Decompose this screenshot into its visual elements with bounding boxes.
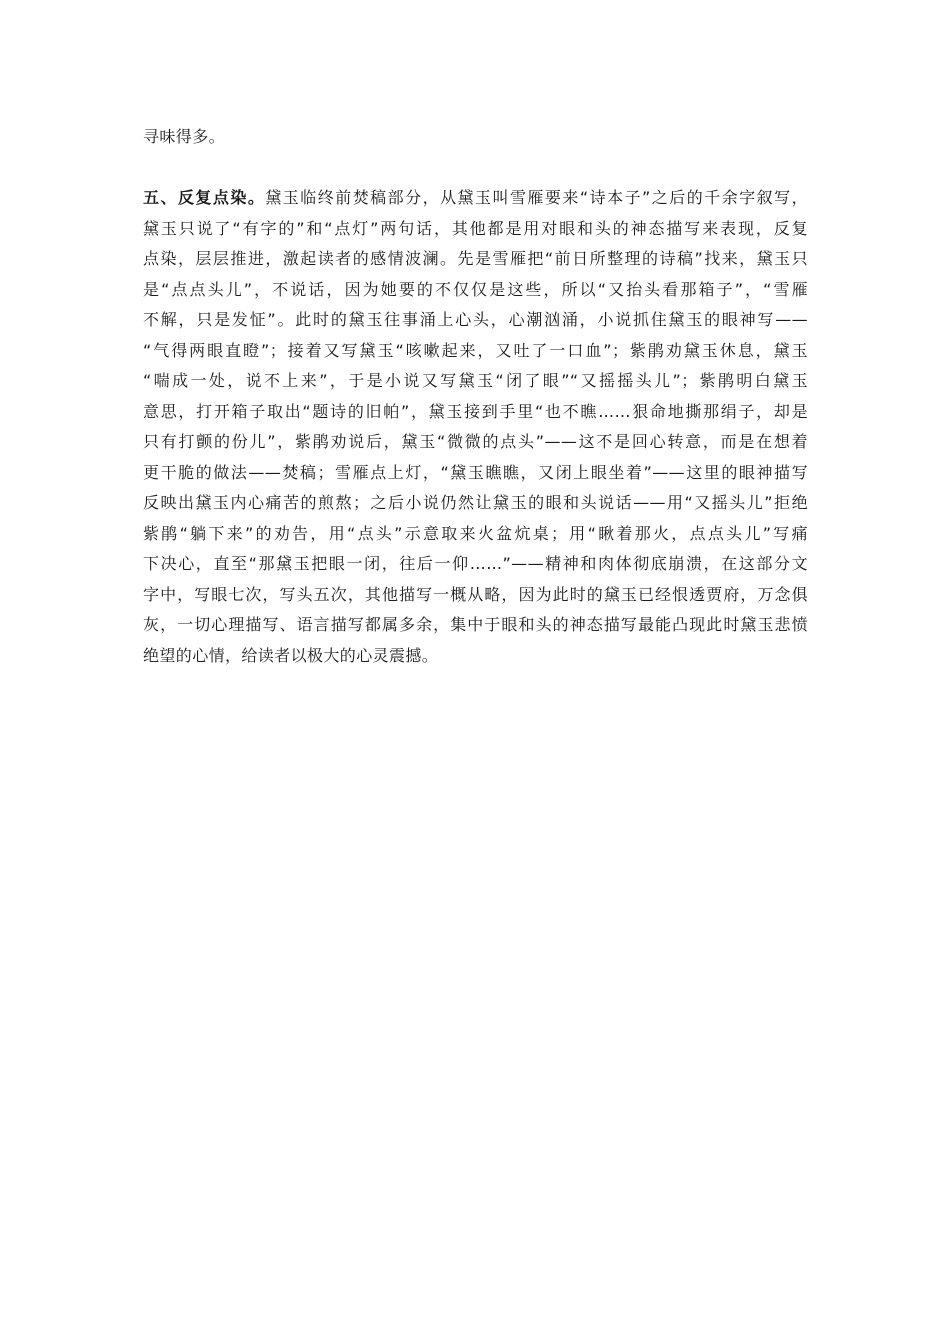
- section-line-last: 绝望的心情，给读者以极大的心灵震撼。: [143, 645, 439, 665]
- section-line: 不解，只是发怔”。此时的黛玉往事涌上心头，心潮汹涌，小说抓住黛玉的眼神写——: [143, 310, 808, 329]
- section-line: 意思，打开箱子取出“题诗的旧帕”，黛玉接到手里“也不瞧……狠命地撕那绢子，却是: [143, 401, 808, 421]
- section-heading: 五、反复点染。: [143, 188, 266, 207]
- section-five: [143, 183, 808, 671]
- section-line: 更干脆的做法——焚稿；雪雁点上灯，“黛玉瞧瞧，又闭上眼坐着”——这里的眼神描写: [143, 462, 808, 482]
- section-line: 灰，一切心理描写、语言描写都属多余，集中于眼和头的神态描写最能凸现此时黛玉悲愤: [143, 615, 808, 634]
- section-line: 只有打颤的份儿”，紫鹃劝说后，黛玉“微微的点头”——这不是回心转意，而是在想着: [143, 432, 808, 451]
- section-line: 下决心，直至“那黛玉把眼一闭，往后一仰……”——精神和肉体彻底崩溃，在这部分文: [143, 554, 808, 573]
- section-line: 点染，层层推进，激起读者的感情波澜。先是雪雁把“前日所整理的诗稿”找来，黛玉只: [143, 249, 808, 268]
- section-line: [143, 183, 808, 214]
- section-line: “气得两眼直瞪”；接着又写黛玉“咳嗽起来，又吐了一口血”；紫鹃劝黛玉休息，黛玉: [143, 340, 808, 360]
- previous-paragraph-tail: 寻味得多。: [143, 127, 226, 146]
- section-line: 是“点点头儿”，不说话，因为她要的不仅仅是这些，所以“又抬头看那箱子”，“雪雁: [143, 279, 808, 299]
- section-line: 字中，写眼七次，写头五次，其他描写一概从略，因为此时的黛玉已经恨透贾府，万念俱: [143, 584, 808, 604]
- section-line-text: 黛玉临终前焚稿部分，从黛玉叫雪雁要来“诗本子”之后的千余字叙写，: [265, 188, 808, 207]
- section-line: 黛玉只说了“有字的”和“点灯”两句话，其他都是用对眼和头的神态描写来表现，反复: [143, 218, 808, 238]
- section-line: 反映出黛玉内心痛苦的煎熬；之后小说仍然让黛玉的眼和头说话——用“又摇头儿”拒绝: [143, 493, 808, 512]
- section-line: 紫鹃“躺下来”的劝告，用“点头”示意取来火盆炕桌；用“瞅着那火，点点头儿”写痛: [143, 523, 808, 543]
- section-line: “喘成一处，说不上来”，于是小说又写黛玉“闭了眼”“又摇摇头儿”；紫鹃明白黛玉: [143, 371, 808, 390]
